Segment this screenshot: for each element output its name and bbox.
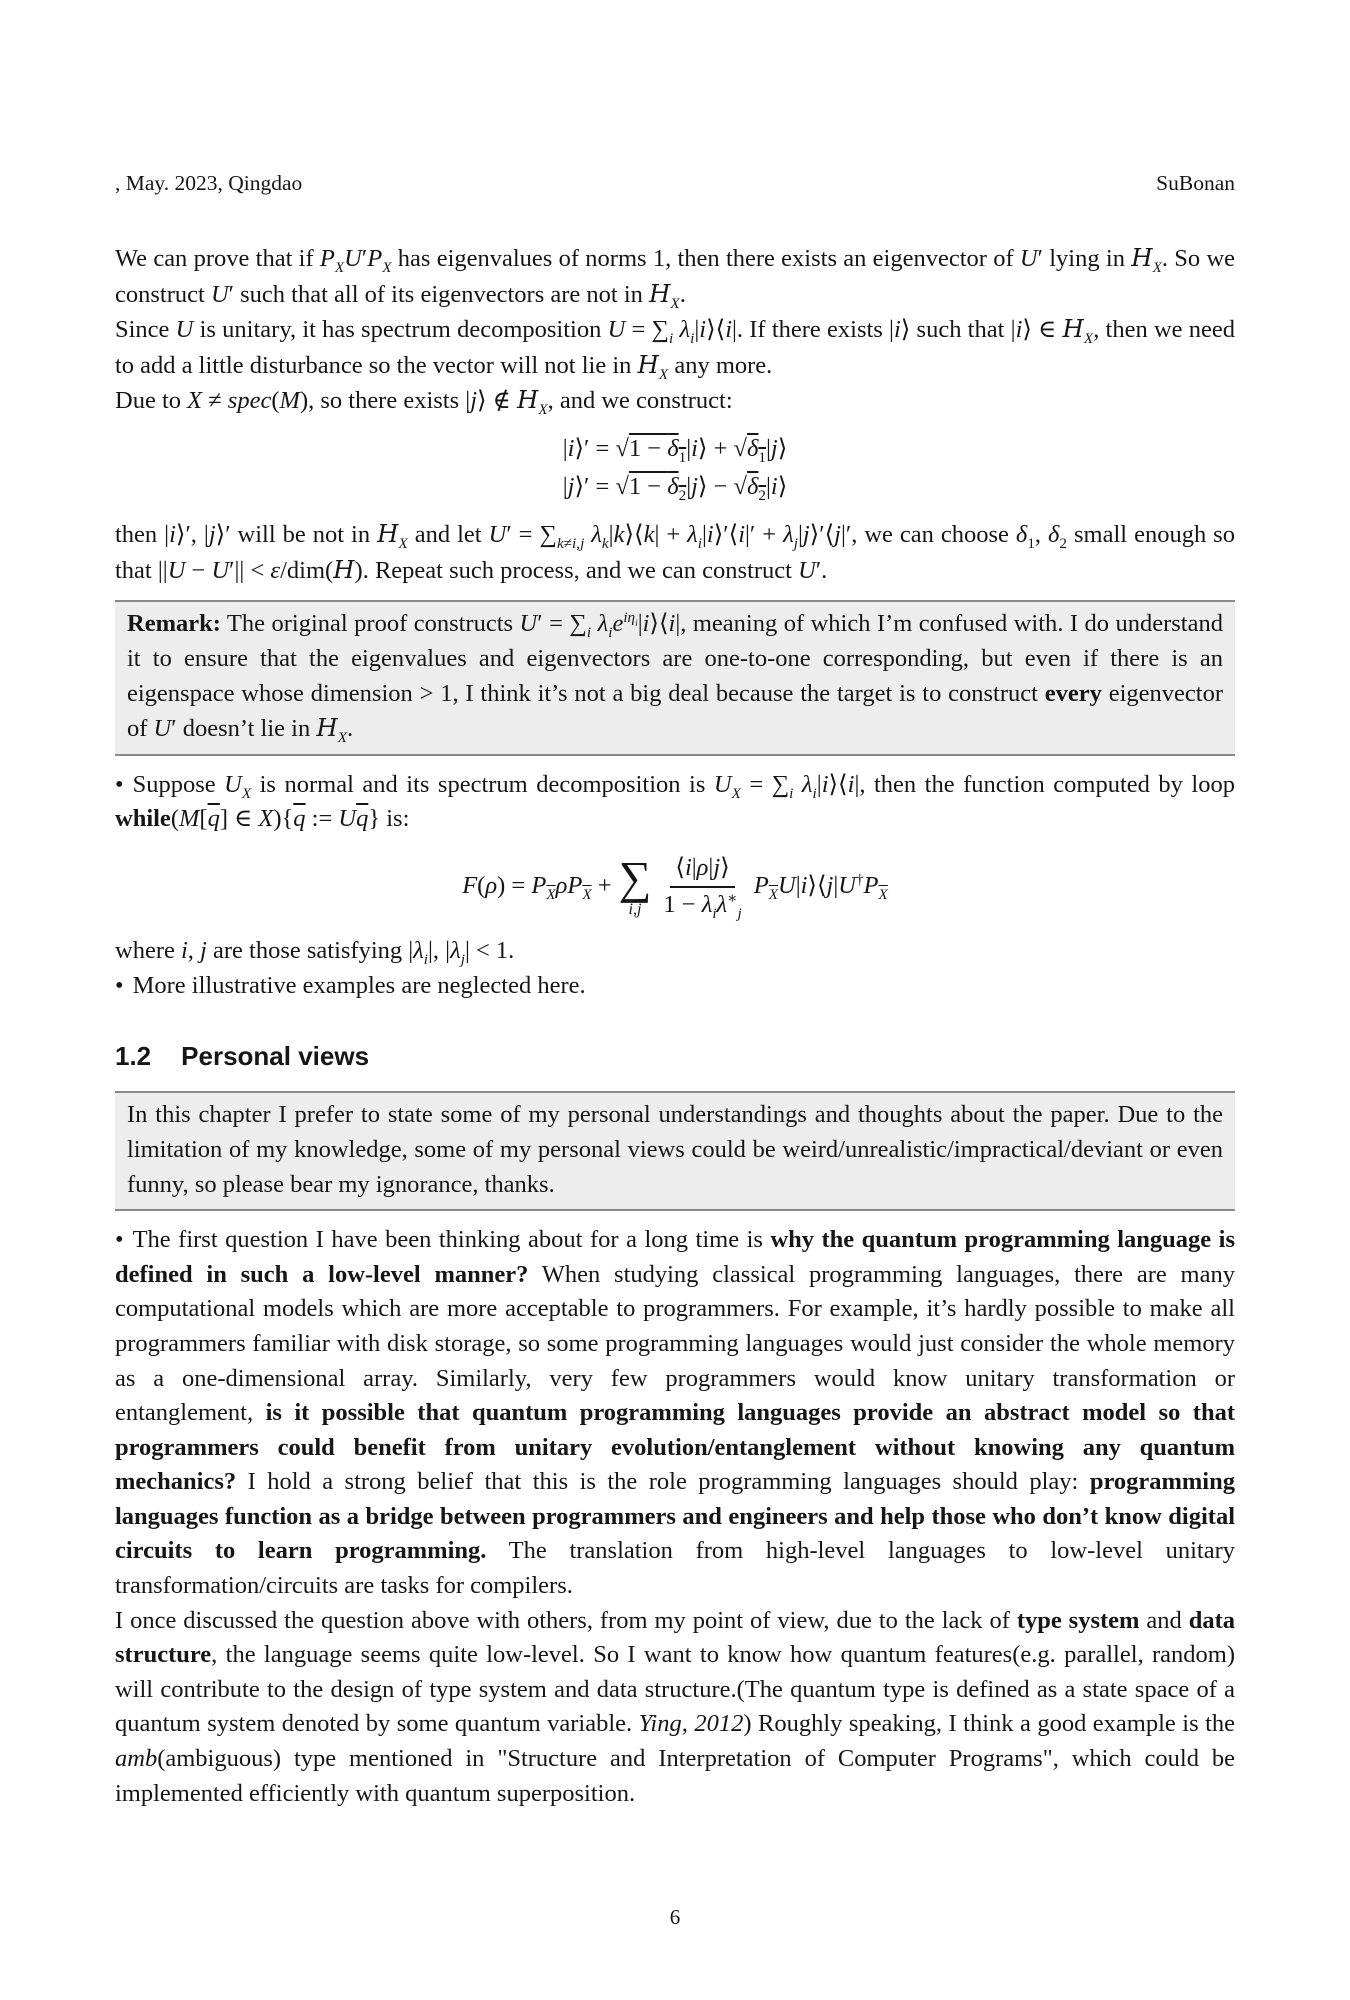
- header-author: SuBonan: [1156, 171, 1235, 195]
- equation-j-prime: |j⟩′ = $√1 - \delta_2|j⟩$ − $√\delta_2|i⟩$: [562, 472, 788, 504]
- bullet-suppose-normal: [115, 768, 1235, 837]
- remark-text: Remark: The original proof constructs $U' = \sum_i$ $\lambda_ie^{i\eta_i}|i⟩⟨i|$, meaning of which I’m confused with. I do understand it to ensure that the eigenvalues and eigenvectors are one-to-one corresponding, but even if there is an eigenspace whose dimension > 1, I think it’s not a big deal because the target is to construct every eigenvector of U′ doesn’t lie in $H_X$.: [127, 609, 1223, 747]
- fraction-denominator: $1 - \lambda_i\lambda^∗_j$: [663, 889, 742, 922]
- page-footer: [0, 1905, 1350, 1930]
- paragraph-due-to-spec: Due to X ≠ spec(M), so there exists |j⟩ ∉ $H_X$, and we construct:: [115, 385, 733, 419]
- equation-F-lhs: $F(\rho) = P_{\overline{X}}\rho P_{\overline{X}}$ +: [462, 872, 612, 904]
- section-heading: [115, 1041, 1235, 1071]
- equation-F-rhs: $P_{\overline{X}}U|i⟩⟨j|U^\dagger P_{\overline{X}}$: [753, 871, 888, 904]
- page-body: [115, 241, 1235, 1811]
- paragraph-then-construct: then |i⟩′, |j⟩′ will be not in $H_X$ and let $U' = \sum_{k\ne i,j}$ $\lambda_k|k⟩⟨k|$ + $\lambda_i|i⟩'⟨i|'$ + $\lambda_j|j⟩'⟨j|'$, we can choose $\delta_1$, $\delta_2$ small enough so that ||U − U′|| < ε/dim(H). Repeat such process, and we can construct U′.: [115, 519, 1235, 584]
- bullet-suppose-text: Suppose $U_X$ is normal and its spectrum decomposition is $U_X = \sum_i$ $\lambda_i|i⟩⟨i|$, then the function computed by loop $while(M[\overline{q}]$ ∈ $X)\{\overline{q}$ := $U\overline{q}$} is:: [115, 770, 1235, 833]
- equation-fraction: [658, 853, 746, 920]
- page-header: [115, 0, 1235, 196]
- bullet-icon: •: [115, 770, 124, 798]
- section-number: 1.2: [115, 1041, 152, 1072]
- paragraph-spectrum-decomposition: Since U is unitary, it has spectrum decomposition $U = \sum_i$ $\lambda_i|i⟩⟨i|$. If there exists |i⟩ such that |i⟩ ∈ $H_X$, then we need to add a little disturbance so the vector will not lie in $H_X$ any more.: [115, 314, 1235, 383]
- equation-i-prime: |i⟩′ = $√1 - \delta_1|i⟩$ + $√\delta_1|j⟩$: [562, 434, 788, 466]
- page-number: 6: [669, 1905, 681, 1929]
- sigma-icon: ∑: [618, 852, 652, 904]
- paragraph-proof-intro: We can prove that if $P_XU'P_X$ has eigenvalues of norms 1, then there exists an eigenvector of U′ lying in $H_X$. So we construct U′ such that all of its eigenvectors are not in $H_X$.: [115, 243, 1236, 312]
- bullet-more-examples-text: More illustrative examples are neglected here.: [132, 971, 586, 999]
- header-date-location: , May. 2023, Qingdao: [115, 171, 303, 195]
- fraction-numerator: ⟨i|ρ|j⟩: [670, 853, 734, 888]
- paragraph-where-clause: where i, j are those satisfying $|\lambda_i|$, $|\lambda_j| < 1$.: [115, 937, 515, 969]
- bullet-more-examples: [115, 969, 1235, 1004]
- bullet-icon: •: [115, 971, 124, 999]
- bullet-first-question-text: The first question I have been thinking about for a long time is why the quantum programming language is defined in such a low-level manner? When studying classical programming languages, there are many computational models which are more acceptable to programmers. For example, it’s hardly possible to make all programmers familiar with disk storage, so some programming languages would just consider the whole memory as a one-dimensional array. Similarly, very few programmers would know unitary transformation or entanglement, is it possible that quantum programming languages provide an abstract model so that programmers could benefit from unitary evolution/entanglement without knowing any quantum mechanics? I hold a strong belief that this is the role programming languages should play: programming languages function as a bridge between programmers and engineers and help those who don’t know digital circuits to learn programming. The translation from high-level languages to low-level unitary transformation/circuits are tasks for compilers.: [115, 1226, 1235, 1600]
- personal-views-note-box: [115, 1091, 1235, 1211]
- display-equation-disturbance: [115, 432, 1235, 504]
- personal-views-note-text: In this chapter I prefer to state some of my personal understandings and thoughts about the paper. Due to the limitation of my knowledge, some of my personal views could be weird/unrealistic/impractical/deviant or even funny, so please bear my ignorance, thanks.: [127, 1101, 1223, 1198]
- remark-box: [115, 600, 1235, 755]
- display-equation-F-rho: [115, 853, 1235, 920]
- bullet-first-question: [115, 1223, 1235, 1604]
- section-title: Personal views: [181, 1041, 370, 1072]
- paragraph-type-system-discussion: I once discussed the question above with others, from my point of view, due to the lack of type system and data structure, the language seems quite low-level. So I want to know how quantum features(e.g. parallel, random) will contribute to the design of type system and data structure.(The quantum type is defined as a state space of a quantum system denoted by some quantum variable. Ying, 2012) Roughly speaking, I think a good example is the amb(ambiguous) type mentioned in "Structure and Interpretation of Computer Programs", which could be implemented efficiently with quantum superposition.: [115, 1606, 1236, 1807]
- bullet-icon: •: [115, 1226, 124, 1254]
- sum-limits: i,j: [628, 901, 642, 919]
- sum-operator: [618, 852, 652, 919]
